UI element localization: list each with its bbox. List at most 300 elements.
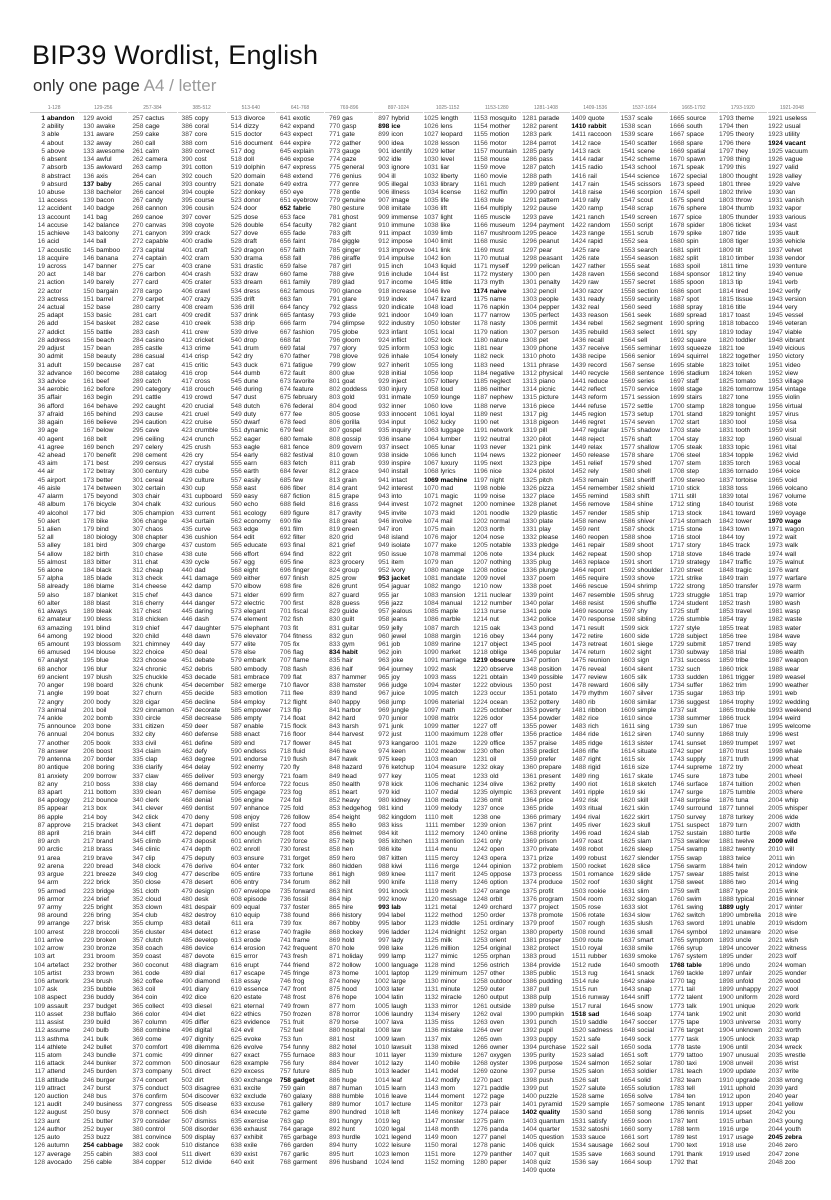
word-entry bbox=[178, 510, 226, 518]
word-index: 1050 bbox=[423, 320, 439, 328]
word-index: 11 bbox=[38, 197, 45, 205]
word-index: 1570 bbox=[620, 386, 636, 394]
word-index: 509 bbox=[181, 1134, 193, 1142]
word-text: clap bbox=[145, 756, 158, 764]
word-text: keen bbox=[391, 747, 406, 755]
word-index: 1173 bbox=[473, 279, 488, 287]
word-index: 421 bbox=[181, 410, 193, 418]
word-index: 20 bbox=[37, 271, 45, 279]
word-text: laugh bbox=[391, 1002, 408, 1010]
word-entry bbox=[325, 723, 373, 731]
word-text: crawl bbox=[194, 287, 210, 295]
word-entry bbox=[178, 822, 226, 830]
word-entry bbox=[79, 986, 127, 994]
word-text: electric bbox=[243, 599, 265, 607]
word-entry bbox=[79, 501, 127, 509]
word-index: 186 bbox=[83, 583, 95, 591]
word-entry bbox=[620, 1003, 668, 1011]
word-index: 1116 bbox=[424, 862, 439, 870]
word-entry bbox=[227, 386, 275, 394]
word-index: 554 bbox=[230, 451, 242, 459]
word-index: 1562 bbox=[620, 320, 636, 328]
word-entry bbox=[620, 912, 668, 920]
word-entry bbox=[325, 855, 373, 863]
word-text: essence bbox=[243, 986, 269, 994]
word-entry bbox=[522, 756, 570, 764]
word-text: plastic bbox=[538, 509, 558, 517]
word-text: canyon bbox=[145, 230, 167, 238]
word-text: rural bbox=[588, 1002, 602, 1010]
word-entry bbox=[276, 723, 324, 731]
word-entry bbox=[522, 222, 570, 230]
word-text: apart bbox=[47, 788, 63, 796]
word-entry bbox=[473, 238, 521, 246]
word-index: 1459 bbox=[571, 525, 587, 533]
word-entry bbox=[522, 1060, 570, 1068]
word-index: 1212 bbox=[473, 599, 488, 607]
word-entry bbox=[325, 978, 373, 986]
word-text: cruise bbox=[194, 419, 213, 427]
word-text: flock bbox=[292, 723, 307, 731]
word-text: art bbox=[47, 953, 55, 961]
word-entry bbox=[374, 962, 422, 970]
word-index: 485 bbox=[181, 936, 193, 944]
word-index: 235 bbox=[83, 986, 95, 994]
word-entry bbox=[227, 312, 275, 320]
word-index: 544 bbox=[230, 369, 242, 377]
word-text: logic bbox=[440, 345, 455, 353]
word-index: 807 bbox=[329, 427, 341, 435]
word-index: 1315 bbox=[522, 394, 537, 402]
word-entry bbox=[620, 1036, 668, 1044]
word-index: 767 bbox=[279, 1150, 291, 1158]
word-index: 437 bbox=[181, 542, 193, 550]
word-entry bbox=[571, 920, 619, 928]
word-entry bbox=[128, 542, 176, 550]
word-index: 799 bbox=[329, 361, 341, 369]
word-text: evolve bbox=[243, 1043, 263, 1051]
word-entry bbox=[522, 1036, 570, 1044]
word-entry bbox=[620, 748, 668, 756]
word-entry bbox=[374, 830, 422, 838]
word-index: 1409 bbox=[571, 115, 587, 122]
word-entry bbox=[571, 748, 619, 756]
word-index: 1194 bbox=[473, 451, 488, 459]
word-text: sail bbox=[588, 1043, 598, 1051]
word-index: 952 bbox=[378, 567, 390, 575]
word-entry bbox=[178, 1151, 226, 1159]
word-text: apology bbox=[47, 797, 71, 805]
word-entry bbox=[178, 238, 226, 246]
word-index: 537 bbox=[230, 312, 242, 320]
word-index: 13 bbox=[37, 213, 45, 221]
word-text: cluster bbox=[145, 928, 165, 936]
word-entry bbox=[424, 649, 472, 657]
word-index: 1123 bbox=[424, 920, 439, 928]
word-text: hedgehog bbox=[342, 805, 372, 813]
word-text: solution bbox=[637, 1084, 660, 1092]
word-text: mystery bbox=[489, 271, 513, 279]
word-index: 1058 bbox=[423, 386, 439, 394]
word-text: frozen bbox=[292, 1010, 312, 1018]
word-text: girl bbox=[342, 262, 351, 270]
word-text: ostrich bbox=[489, 961, 510, 969]
word-text: outdoor bbox=[489, 977, 513, 985]
word-index: 1015 bbox=[374, 1084, 390, 1092]
word-index: 1125 bbox=[424, 936, 439, 944]
word-index: 1247 bbox=[473, 887, 488, 895]
word-index: 1590 bbox=[620, 550, 636, 558]
word-entry bbox=[79, 1109, 127, 1117]
word-text: more bbox=[440, 1150, 456, 1158]
word-entry bbox=[30, 773, 78, 781]
word-index: 389 bbox=[181, 147, 193, 155]
word-index: 1573 bbox=[620, 410, 636, 418]
word-text: congress bbox=[145, 1101, 173, 1109]
word-text: rice bbox=[588, 714, 599, 722]
word-entry bbox=[473, 304, 521, 312]
word-entry bbox=[178, 411, 226, 419]
word-index: 1124 bbox=[424, 928, 439, 936]
word-entry bbox=[30, 320, 78, 328]
word-text: correct bbox=[194, 147, 215, 155]
word-entry bbox=[30, 140, 78, 148]
word-index: 1560 bbox=[620, 304, 636, 312]
word-text: aisle bbox=[47, 484, 61, 492]
word-index: 180 bbox=[83, 534, 95, 542]
word-entry bbox=[128, 863, 176, 871]
word-text: affair bbox=[47, 394, 62, 402]
word-entry bbox=[227, 140, 275, 148]
word-index: 1549 bbox=[620, 213, 636, 221]
word-entry bbox=[79, 214, 127, 222]
word-index: 685 bbox=[279, 476, 291, 484]
word-entry bbox=[620, 1027, 668, 1035]
word-text: excite bbox=[243, 1084, 261, 1092]
word-entry bbox=[620, 394, 668, 402]
word-index: 1108 bbox=[424, 797, 439, 805]
word-text: snap bbox=[637, 986, 652, 994]
word-index: 213 bbox=[83, 805, 95, 813]
word-text: favorite bbox=[292, 378, 315, 385]
word-index: 977 bbox=[378, 772, 390, 780]
word-text: grape bbox=[342, 493, 359, 501]
word-index: 712 bbox=[279, 698, 291, 706]
word-index: 290 bbox=[132, 386, 144, 394]
word-text: attract bbox=[47, 1084, 66, 1092]
word-text: media bbox=[440, 797, 459, 805]
word-entry bbox=[522, 583, 570, 591]
word-entry bbox=[79, 222, 127, 230]
word-text: public bbox=[538, 969, 557, 977]
word-index: 1034 bbox=[423, 188, 439, 196]
word-entry bbox=[178, 888, 226, 896]
word-entry bbox=[30, 575, 78, 583]
word-entry bbox=[620, 378, 668, 386]
word-text: planet bbox=[538, 501, 557, 509]
word-entry bbox=[571, 255, 619, 263]
word-entry bbox=[227, 173, 275, 181]
word-text: admit bbox=[47, 353, 64, 361]
word-entry bbox=[374, 534, 422, 542]
word-text: behave bbox=[96, 402, 118, 410]
word-entry bbox=[30, 362, 78, 370]
word-entry bbox=[128, 978, 176, 986]
word-entry bbox=[424, 871, 472, 879]
word-text: mistake bbox=[440, 1027, 464, 1035]
word-index: 777 bbox=[329, 180, 341, 188]
word-index: 238 bbox=[83, 1010, 95, 1018]
word-index: 292 bbox=[132, 402, 144, 410]
word-text: infant bbox=[391, 328, 408, 336]
word-text: develop bbox=[194, 936, 218, 944]
word-entry bbox=[178, 978, 226, 986]
word-entry bbox=[522, 625, 570, 633]
word-index: 1441 bbox=[571, 378, 587, 385]
word-entry bbox=[374, 370, 422, 378]
word-entry bbox=[424, 731, 472, 739]
word-text: hood bbox=[342, 986, 357, 994]
word-index: 1478 bbox=[571, 682, 587, 690]
word-index: 1329 bbox=[522, 509, 537, 517]
word-index: 733 bbox=[279, 871, 291, 879]
word-entry bbox=[571, 1134, 619, 1142]
word-entry bbox=[522, 846, 570, 854]
word-entry bbox=[522, 296, 570, 304]
word-text: clutch bbox=[145, 936, 163, 944]
word-index: 1109 bbox=[424, 805, 439, 813]
word-index: 954 bbox=[378, 583, 390, 591]
word-text: era bbox=[243, 920, 254, 928]
word-text: pattern bbox=[538, 197, 560, 205]
word-text: rent bbox=[588, 525, 600, 533]
word-index: 1039 bbox=[423, 230, 439, 238]
word-text: female bbox=[292, 435, 313, 443]
word-index: 1591 bbox=[620, 558, 636, 566]
word-text: brother bbox=[96, 961, 118, 969]
word-entry bbox=[30, 329, 78, 337]
word-text: present bbox=[538, 772, 561, 780]
word-entry bbox=[473, 345, 521, 353]
word-text: quote bbox=[588, 115, 605, 122]
word-index: 479 bbox=[181, 887, 193, 895]
word-text: barrel bbox=[96, 295, 114, 303]
word-entry bbox=[178, 567, 226, 575]
word-entry bbox=[276, 1003, 324, 1011]
word-index: 1203 bbox=[473, 525, 488, 533]
word-text: among bbox=[47, 632, 68, 640]
word-index: 431 bbox=[181, 493, 193, 501]
word-text: faith bbox=[292, 246, 306, 254]
word-entry bbox=[227, 181, 275, 189]
word-index: 499 bbox=[181, 1051, 193, 1059]
word-entry bbox=[424, 583, 472, 591]
word-text: slush bbox=[637, 920, 653, 928]
word-text: scatter bbox=[637, 139, 658, 147]
word-entry bbox=[178, 197, 226, 205]
word-index: 868 bbox=[329, 928, 341, 936]
word-index: 1572 bbox=[620, 402, 636, 410]
word-entry bbox=[473, 575, 521, 583]
word-index: 1326 bbox=[522, 484, 537, 492]
word-text: arch bbox=[47, 838, 60, 846]
word-index: 518 bbox=[230, 156, 242, 164]
word-index: 1533 bbox=[571, 1134, 587, 1142]
word-text: hen bbox=[342, 846, 354, 854]
word-text: afford bbox=[47, 402, 64, 410]
word-entry bbox=[276, 337, 324, 345]
word-text: abandon bbox=[47, 115, 75, 122]
word-text: laptop bbox=[391, 969, 410, 977]
word-text: sadness bbox=[588, 1027, 613, 1035]
word-text: key bbox=[391, 772, 402, 780]
word-index: 75 bbox=[37, 723, 45, 731]
word-text: isolate bbox=[391, 542, 411, 550]
word-text: muffin bbox=[489, 188, 508, 196]
word-entry bbox=[424, 1085, 472, 1093]
word-text: critic bbox=[194, 361, 209, 369]
word-entry bbox=[571, 140, 619, 148]
word-index: 1380 bbox=[522, 928, 537, 936]
word-index: 612 bbox=[230, 928, 242, 936]
word-index: 83 bbox=[37, 788, 45, 796]
word-index: 139 bbox=[83, 197, 95, 205]
word-index: 422 bbox=[181, 419, 193, 427]
word-index: 724 bbox=[279, 797, 291, 805]
word-entry bbox=[473, 773, 521, 781]
word-entry bbox=[178, 896, 226, 904]
word-index: 737 bbox=[279, 904, 291, 911]
word-entry bbox=[424, 657, 472, 665]
word-text: mimic bbox=[440, 953, 458, 961]
word-text: deliver bbox=[194, 772, 214, 780]
word-entry bbox=[178, 994, 226, 1002]
word-text: frame bbox=[292, 936, 310, 944]
word-entry bbox=[128, 460, 176, 468]
word-text: kidney bbox=[391, 797, 411, 805]
word-entry bbox=[620, 616, 668, 624]
word-entry bbox=[325, 436, 373, 444]
word-entry bbox=[424, 534, 472, 542]
word-index: 875 bbox=[329, 986, 341, 994]
word-entry bbox=[79, 945, 127, 953]
word-text: half bbox=[342, 665, 353, 673]
word-text: kite bbox=[391, 846, 402, 854]
word-index: 400 bbox=[181, 238, 193, 246]
word-text: peasant bbox=[538, 254, 563, 262]
word-index: 582 bbox=[230, 682, 242, 690]
word-index: 751 bbox=[279, 1019, 291, 1027]
word-index: 583 bbox=[230, 690, 242, 698]
word-index: 419 bbox=[181, 394, 193, 402]
word-index: 297 bbox=[132, 443, 144, 451]
word-text: heavy bbox=[342, 797, 360, 805]
word-entry bbox=[325, 756, 373, 764]
word-index: 1594 bbox=[620, 583, 636, 591]
word-entry bbox=[374, 912, 422, 920]
word-index: 35 bbox=[37, 394, 45, 402]
word-text: nothing bbox=[489, 558, 512, 566]
word-text: awesome bbox=[96, 147, 125, 155]
word-text: budget bbox=[96, 1002, 117, 1010]
word-entry bbox=[424, 378, 472, 386]
word-text: indicate bbox=[391, 304, 415, 312]
word-text: embrace bbox=[243, 673, 270, 681]
word-entry bbox=[374, 600, 422, 608]
word-entry bbox=[473, 444, 521, 452]
word-text: dice bbox=[194, 994, 207, 1002]
word-entry bbox=[374, 789, 422, 797]
word-index: 1078 bbox=[423, 550, 439, 558]
word-entry bbox=[620, 173, 668, 181]
word-index: 909 bbox=[378, 213, 390, 221]
word-entry bbox=[620, 863, 668, 871]
word-entry bbox=[178, 608, 226, 616]
word-entry bbox=[620, 756, 668, 764]
word-text: carpet bbox=[145, 295, 164, 303]
word-index: 1623 bbox=[620, 821, 636, 829]
word-entry bbox=[424, 312, 472, 320]
word-text: pond bbox=[538, 624, 554, 632]
word-entry bbox=[276, 1093, 324, 1101]
word-text: pigeon bbox=[538, 419, 559, 427]
word-text: orchard bbox=[489, 904, 513, 911]
word-text: degree bbox=[194, 756, 216, 764]
word-index: 1449 bbox=[571, 443, 587, 451]
word-entry bbox=[30, 1027, 78, 1035]
word-text: fluid bbox=[292, 747, 306, 755]
word-index: 1482 bbox=[571, 714, 587, 722]
word-text: sell bbox=[637, 336, 648, 344]
word-index: 750 bbox=[279, 1010, 291, 1018]
word-text: park bbox=[538, 131, 552, 139]
word-entry bbox=[424, 559, 472, 567]
word-index: 618 bbox=[230, 977, 242, 985]
word-entry bbox=[227, 394, 275, 402]
word-text: issue bbox=[391, 550, 407, 558]
word-index: 358 bbox=[132, 945, 144, 953]
word-index: 802 bbox=[329, 386, 341, 394]
word-text: rifle bbox=[588, 747, 599, 755]
word-entry bbox=[620, 846, 668, 854]
word-entry bbox=[178, 477, 226, 485]
word-entry bbox=[473, 320, 521, 328]
word-text: else bbox=[243, 649, 256, 657]
word-entry bbox=[424, 756, 472, 764]
word-index: 271 bbox=[132, 230, 144, 238]
word-text: arctic bbox=[47, 846, 63, 854]
word-index: 574 bbox=[230, 616, 242, 624]
word-text: follow bbox=[292, 813, 310, 821]
word-index: 625 bbox=[230, 1035, 242, 1043]
word-index: 1574 bbox=[620, 419, 636, 427]
word-index: 480 bbox=[181, 895, 193, 903]
word-text: people bbox=[538, 295, 559, 303]
word-text: decline bbox=[194, 698, 216, 706]
word-index: 1481 bbox=[571, 706, 587, 714]
word-index: 1030 bbox=[423, 156, 439, 164]
word-text: potato bbox=[538, 690, 558, 698]
word-index: 188 bbox=[83, 599, 95, 607]
word-text: chest bbox=[145, 608, 162, 616]
word-text: banana bbox=[96, 254, 119, 262]
word-index: 677 bbox=[279, 410, 291, 418]
word-index: 542 bbox=[230, 353, 242, 361]
word-index: 873 bbox=[329, 969, 341, 977]
word-index: 354 bbox=[132, 912, 144, 920]
word-text: illness bbox=[391, 188, 410, 196]
word-index: 222 bbox=[83, 879, 95, 887]
